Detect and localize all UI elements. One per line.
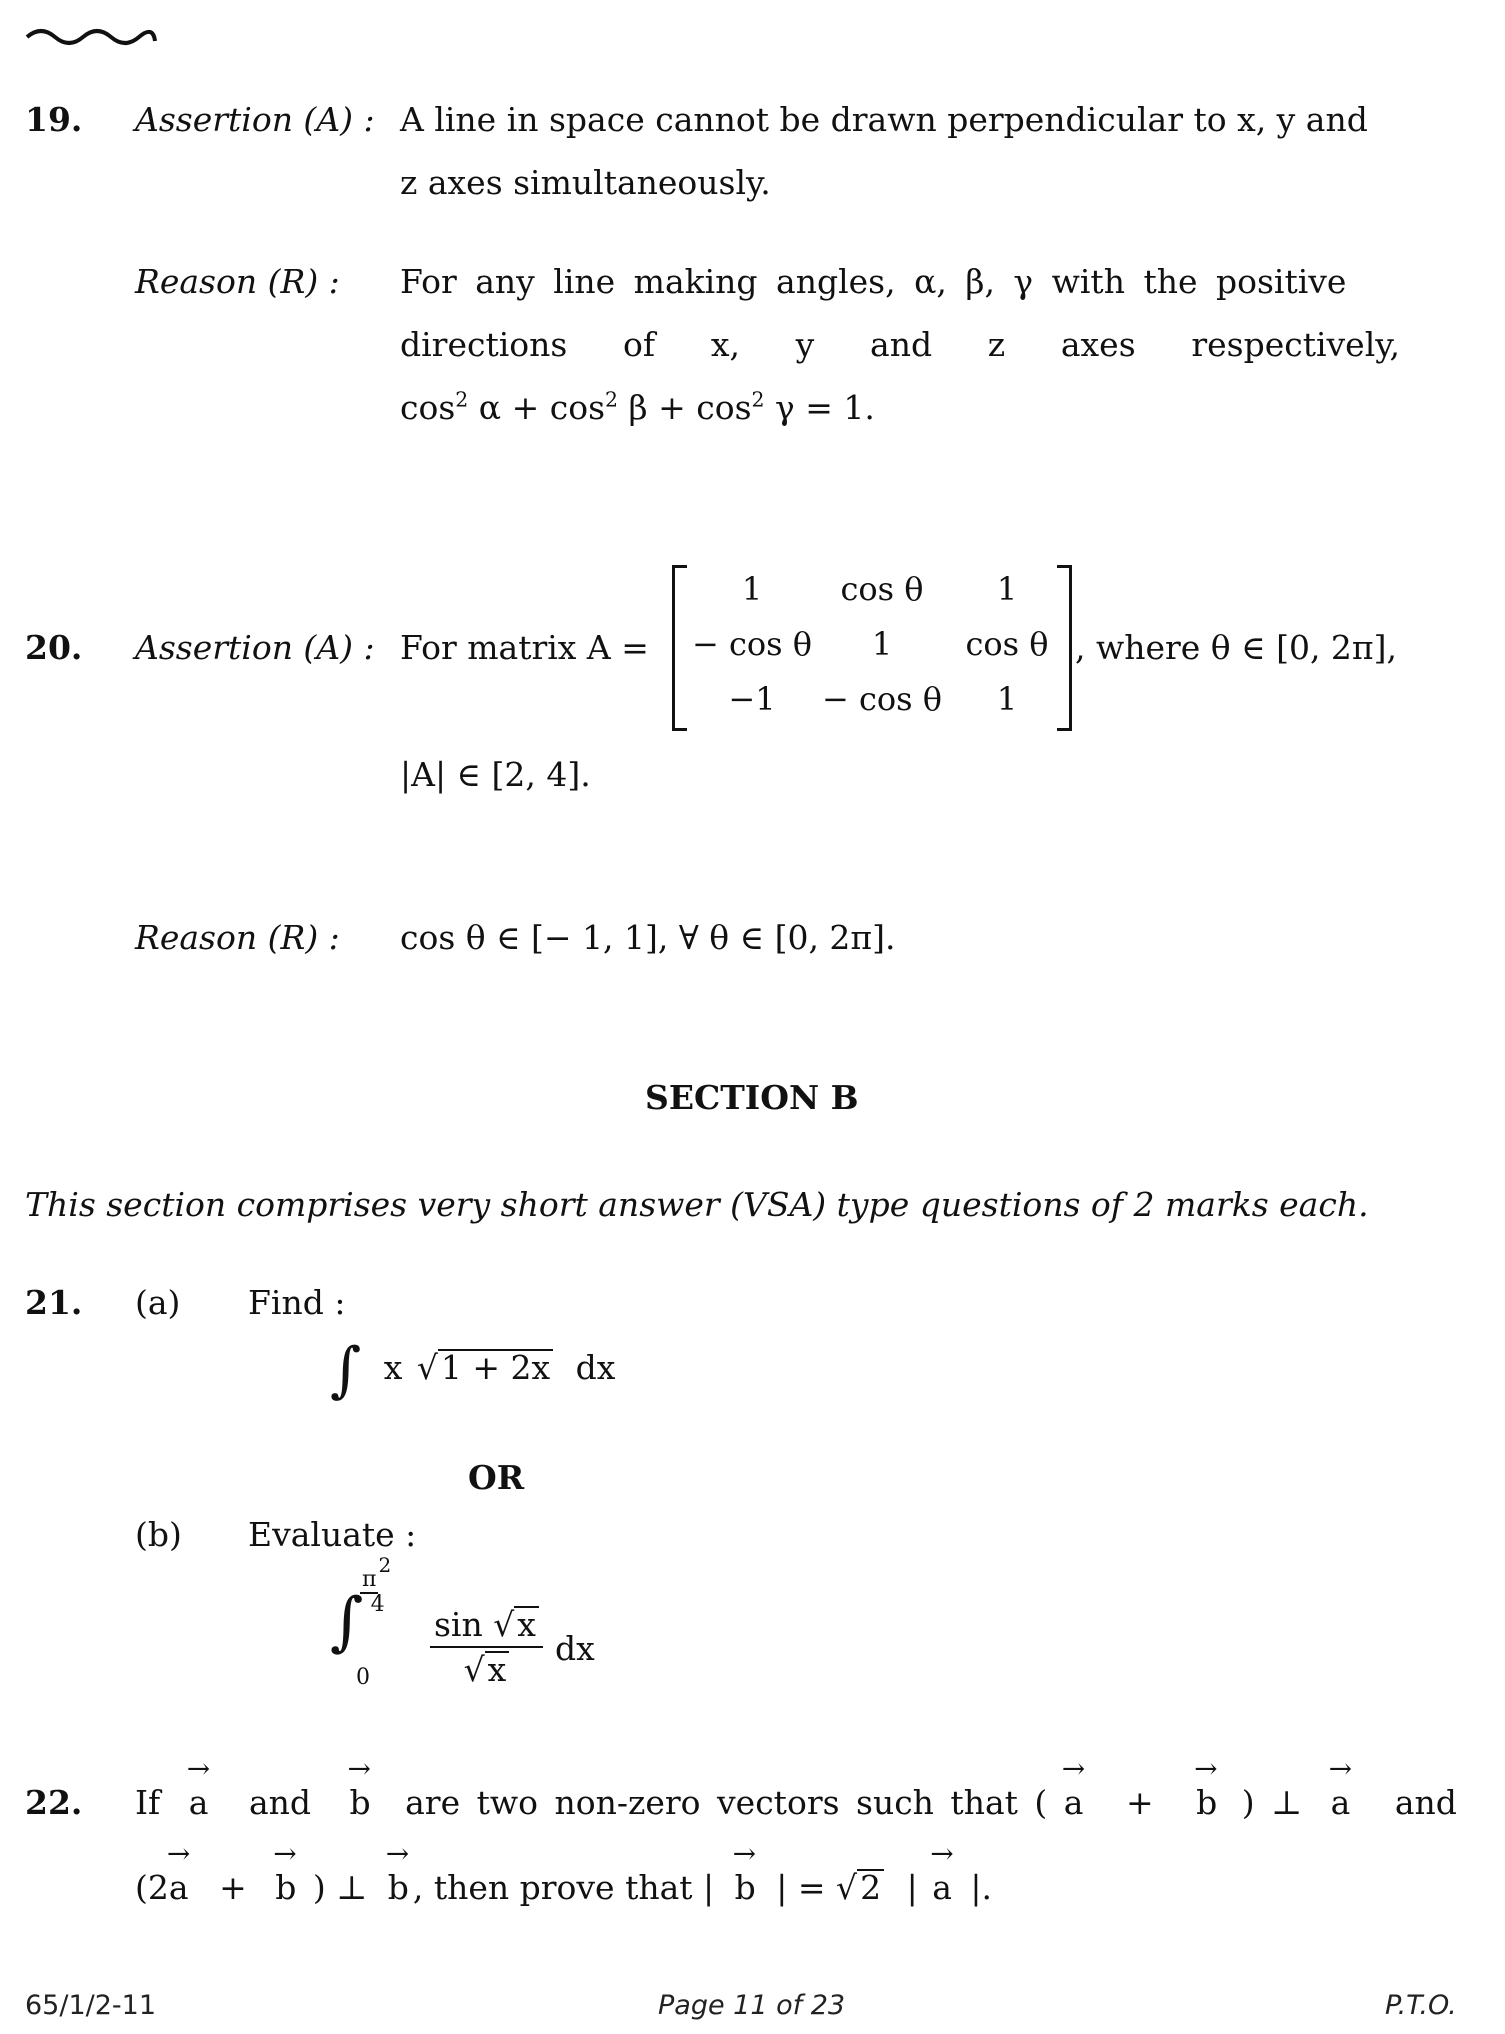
- vector-letter: b: [387, 1868, 409, 1907]
- text: and: [1394, 1783, 1457, 1822]
- text: |.: [970, 1868, 992, 1907]
- radicand: 1 + 2x: [438, 1349, 553, 1386]
- vector-letter: a: [1330, 1783, 1351, 1822]
- lower-limit: 0: [356, 1665, 370, 1690]
- arrow-icon: →: [347, 1752, 371, 1785]
- vector-a: [1328, 1752, 1353, 1822]
- wave-decoration-icon: [25, 25, 160, 55]
- exponent: 2: [455, 387, 469, 412]
- arrow-icon: →: [273, 1837, 297, 1870]
- arrow-icon: →: [385, 1837, 410, 1870]
- matrix-cell: 1: [741, 570, 763, 608]
- differential: dx: [555, 1629, 595, 1668]
- q21-part-a-text: Find :: [248, 1283, 346, 1322]
- upper-limit-num: π: [362, 1567, 377, 1592]
- exponent: 2: [605, 387, 619, 412]
- matrix-a: [672, 565, 1072, 725]
- radicand: x: [514, 1606, 539, 1643]
- text: and: [248, 1783, 311, 1822]
- text: +: [219, 1868, 247, 1907]
- vector-a: [1061, 1752, 1086, 1822]
- word: of: [623, 325, 656, 364]
- vector-letter: a: [932, 1868, 952, 1907]
- q21-part-b-integral: [330, 1553, 630, 1705]
- q21-part-a-integral: [330, 1335, 615, 1405]
- question-number-19: 19.: [25, 100, 83, 139]
- word: and: [870, 325, 933, 364]
- question-number-21: 21.: [25, 1283, 83, 1322]
- q19-reason-equation: [400, 388, 875, 427]
- text: are two non-zero vectors such that (: [405, 1783, 1048, 1822]
- arrow-icon: →: [166, 1837, 191, 1870]
- q19-reason-line2: [400, 325, 1400, 364]
- vector-letter: b: [734, 1868, 756, 1907]
- q22-line2: [135, 1837, 992, 1907]
- upper-limit: [360, 1553, 392, 1617]
- exponent: 2: [751, 387, 765, 412]
- text: ) ⊥: [312, 1868, 368, 1907]
- matrix-cell: − cos θ: [821, 680, 943, 718]
- q19-assertion-line2: z axes simultaneously.: [400, 163, 771, 202]
- q21-part-b-text: Evaluate :: [248, 1515, 417, 1554]
- text: (2: [135, 1868, 169, 1907]
- matrix-cell: cos θ: [840, 570, 924, 608]
- vector-a: [930, 1837, 954, 1907]
- fraction-numerator: [430, 1605, 543, 1648]
- sin-fn: sin: [434, 1605, 483, 1644]
- integrand-fraction: [430, 1605, 543, 1689]
- vector-b: [385, 1837, 410, 1907]
- q19-assertion-line1: A line in space cannot be drawn perpendicular to x, y and: [400, 100, 1368, 139]
- q20-reason-text: cos θ ∈ [− 1, 1], ∀ θ ∈ [0, 2π].: [400, 918, 896, 957]
- question-number-20: 20.: [25, 628, 83, 667]
- upper-limit-den: 4: [370, 1592, 385, 1617]
- q19-assertion-label: Assertion (A) :: [135, 100, 375, 139]
- integrand-x: x: [383, 1348, 403, 1387]
- word: x,: [710, 325, 740, 364]
- vector-letter: a: [1063, 1783, 1084, 1822]
- section-description: This section comprises very short answer (VSA) type questions of 2 marks each.: [25, 1185, 1369, 1224]
- please-turn-over: P.T.O.: [1385, 1990, 1457, 2021]
- q21-part-a-label: (a): [135, 1283, 181, 1322]
- sqrt-sign-icon: √: [836, 1868, 858, 1907]
- eq-part: β + cos: [618, 388, 752, 427]
- vector-letter: a: [188, 1783, 209, 1822]
- left-bracket: [672, 565, 687, 731]
- vector-b: [732, 1837, 757, 1907]
- word: z: [987, 325, 1006, 364]
- q20-assertion-label: Assertion (A) :: [135, 628, 375, 667]
- radicand: x: [485, 1651, 510, 1688]
- word: axes: [1060, 325, 1136, 364]
- arrow-icon: →: [186, 1752, 211, 1785]
- vector-b: [273, 1837, 297, 1907]
- upper-limit-exp: 2: [378, 1553, 392, 1577]
- section-title: SECTION B: [645, 1078, 859, 1117]
- matrix-cell: −1: [728, 680, 776, 718]
- integral-sign-icon: ∫: [330, 1585, 364, 1659]
- matrix-cell: − cos θ: [691, 625, 813, 663]
- word: y: [795, 325, 815, 364]
- vector-a: [186, 1752, 211, 1822]
- vector-letter: a: [168, 1868, 189, 1907]
- q19-reason-line1: For any line making angles, α, β, γ with the positive: [400, 262, 1347, 301]
- q20-reason-label: Reason (R) :: [135, 918, 340, 957]
- q20-assertion-suffix: , where θ ∈ [0, 2π],: [1075, 628, 1397, 667]
- q20-assertion-prefix: For matrix A =: [400, 628, 649, 667]
- eq-part: cos: [400, 388, 456, 427]
- matrix-cell: 1: [996, 570, 1018, 608]
- sqrt-sign-icon: √: [493, 1605, 515, 1644]
- vector-letter: b: [1196, 1783, 1218, 1822]
- text: If: [135, 1783, 161, 1822]
- text: , then prove that |: [412, 1868, 715, 1907]
- sqrt-sign-icon: √: [463, 1650, 485, 1689]
- vector-a: [166, 1837, 191, 1907]
- matrix-cell: 1: [996, 680, 1018, 718]
- eq-part: γ = 1.: [764, 388, 875, 427]
- paper-code: 65/1/2-11: [25, 1990, 157, 2021]
- eq-part: α + cos: [468, 388, 606, 427]
- vector-letter: b: [275, 1868, 297, 1907]
- matrix-cell: cos θ: [965, 625, 1049, 663]
- matrix-cell: 1: [871, 625, 893, 663]
- vector-letter: b: [349, 1783, 371, 1822]
- text: ) ⊥: [1241, 1783, 1303, 1822]
- word: respectively,: [1191, 325, 1400, 364]
- or-label: OR: [468, 1458, 525, 1497]
- q19-reason-label: Reason (R) :: [135, 262, 340, 301]
- vector-b: [1194, 1752, 1218, 1822]
- text: |: [906, 1868, 918, 1907]
- integral-sign-icon: ∫: [330, 1335, 362, 1405]
- radicand: 2: [857, 1869, 884, 1906]
- question-number-22: 22.: [25, 1783, 83, 1822]
- q20-assertion-line2: |A| ∈ [2, 4].: [400, 755, 591, 794]
- page-number: Page 11 of 23: [658, 1990, 846, 2021]
- arrow-icon: →: [1061, 1752, 1086, 1785]
- arrow-icon: →: [1328, 1752, 1353, 1785]
- text: | =: [776, 1868, 826, 1907]
- text: +: [1125, 1783, 1154, 1822]
- vector-b: [347, 1752, 371, 1822]
- word: directions: [400, 325, 568, 364]
- arrow-icon: →: [732, 1837, 757, 1870]
- arrow-icon: →: [930, 1837, 954, 1870]
- q22-line1: [135, 1752, 1457, 1822]
- arrow-icon: →: [1194, 1752, 1218, 1785]
- q21-part-b-label: (b): [135, 1515, 182, 1554]
- sqrt-sign-icon: √: [416, 1348, 438, 1387]
- fraction-denominator: [464, 1648, 510, 1689]
- differential: dx: [575, 1348, 616, 1387]
